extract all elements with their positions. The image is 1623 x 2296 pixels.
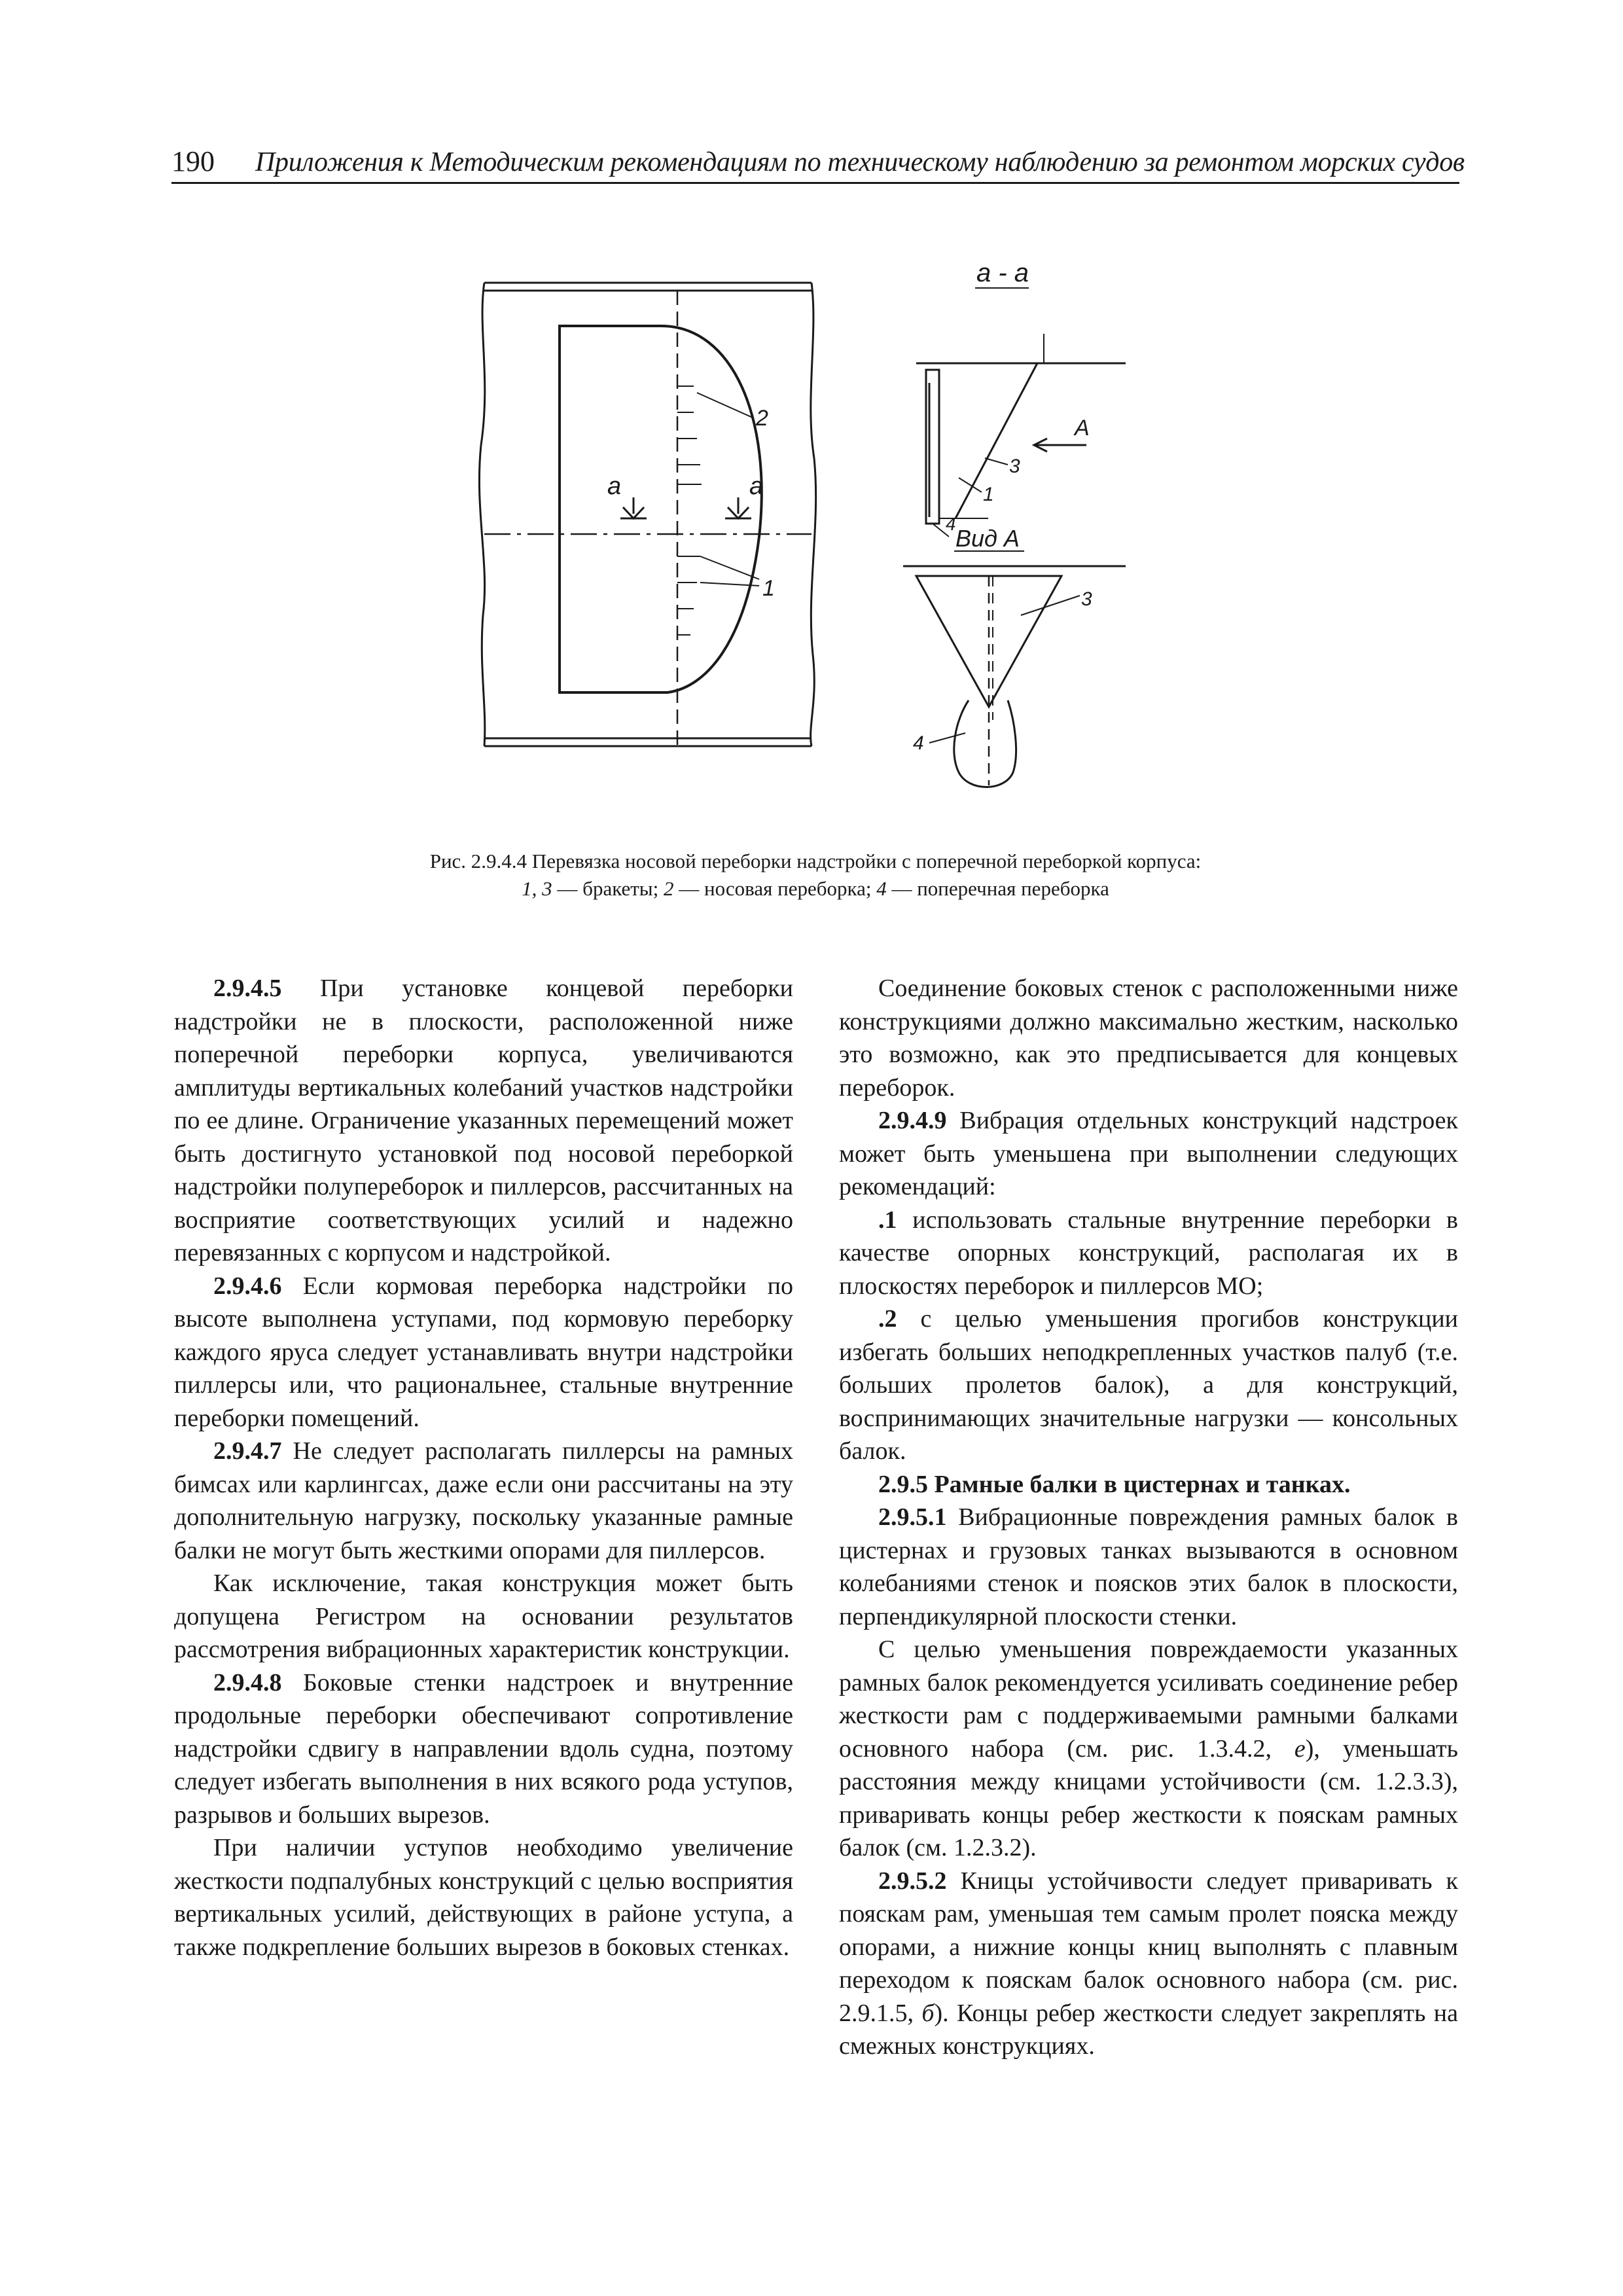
paragraph-steps: При наличии уступов необходимо увеличение жесткости подпалубных конструкций с целью восприятия вертикальных усилий, действующих в районе уступа, а также подкрепление больших вырезов в боковых стенках.: [174, 1834, 793, 1961]
paragraph-text: Вибрация отдельных конструкций надстроек может быть уменьшена при выполнении следующих рекомендаций:: [839, 1107, 1458, 1200]
section-number: 2.9.4.7: [213, 1437, 282, 1465]
paragraph-exception: Как исключение, такая конструкция может быть допущена Регистром на основании результатов рассмотрения вибрационных характеристик конструкции.: [174, 1570, 793, 1663]
section-heading: 2.9.5 Рамные балки в цистернах и танках.: [878, 1470, 1351, 1498]
caption-ref-2: 2: [664, 877, 674, 900]
view-A: [903, 566, 1126, 787]
list-item-2: [839, 1302, 1458, 1468]
section-number: 2.9.4.6: [213, 1272, 282, 1300]
paragraph-text: С целью уменьшения повреждаемости указанных рамных балок рекомендуется усиливать соединение ребер жесткости рам с поддерживаемыми рамными балками основного набора (см. рис. 1.3.4.2,: [839, 1636, 1458, 1763]
left-column: [174, 972, 793, 1964]
paragraph-side-walls: Соединение боковых стенок с расположенными ниже конструкциями должно максимально жестким, насколько это возможно, как это предписывается для концевых переборок.: [839, 975, 1458, 1102]
paragraph-text: Не следует располагать пиллерсы на рамных бимсах или карлингсах, даже если они рассчитаны на эту дополнительную нагрузку, поскольку указанные рамные балки не могут быть жесткими опорами для пиллерсов.: [174, 1437, 793, 1564]
paragraph-text: Вибрационные повреждения рамных балок в цистернах и грузовых танках вызываются в основном колебаниями стенок и поясков этих балок в плоскости, перпендикулярной плоскости стенки.: [839, 1503, 1458, 1630]
section-aa: [916, 259, 1126, 552]
section-number: 2.9.4.9: [878, 1107, 947, 1134]
paragraph-text: При установке концевой переборки надстройки не в плоскости, расположенной ниже поперечной переборки корпуса, увеличиваются амплитуды вертикальных колебаний участков надстройки по ее длине. Ограничение указанных перемещений может быть достигнуто установкой под носовой переборкой надстройки полупереборок и пиллерсов, рассчитанных на восприятие соответствующих усилий и надежно перевязанных с корпусом и надстройкой.: [174, 975, 793, 1266]
list-text: с целью уменьшения прогибов конструкции избегать больших неподкрепленных участков палуб (т.е. больших пролетов балок), а для конструкций, воспринимающих значительные нагрузки — консольных балок.: [839, 1305, 1458, 1465]
paragraph-2-9-4-7: [174, 1435, 793, 1567]
technical-drawing: [471, 249, 1178, 812]
caption-desc-transverse: — поперечная переборка: [886, 877, 1109, 900]
section-number: 2.9.5.1: [878, 1503, 947, 1531]
view-callout-3: 3: [1081, 588, 1092, 610]
page-number: 190: [171, 145, 215, 177]
paragraph-2-9-4-5: [174, 972, 793, 1270]
paragraph-2-9-4-8: [174, 1666, 793, 1832]
callout-2: 2: [756, 406, 768, 431]
paragraph-text: Кницы устойчивости следует приваривать к пояскам рам, уменьшая тем самым пролет пояска между опорами, а нижние концы книц выполнять с плавным переходом к пояскам балок основного набора (см. рис. 2.9.1.5,: [839, 1867, 1458, 2027]
section-callout-4: 4: [946, 514, 956, 534]
paragraph-text: Боковые стенки надстроек и внутренние продольные переборки обеспечивают сопротивление надстройки сдвигу в направлении вдоль судна, поэтому следует избегать выполнения в них всякого рода уступов, разрывов и больших вырезов.: [174, 1668, 793, 1829]
label-a-left: a: [607, 473, 622, 500]
paragraph-2-9-5-2: [839, 1865, 1458, 2063]
caption-desc-brackets: — бракеты;: [552, 877, 664, 900]
figure-caption: [171, 848, 1459, 903]
paragraph-2-9-4-6: [174, 1270, 793, 1435]
paragraph-text: ), уменьшать расстояния между кницами устойчивости (см. 1.2.3.3), приваривать концы ребер жесткости к пояскам рамных балок (см. 1.2.3.2).: [839, 1734, 1458, 1861]
arrow-label-A: A: [1075, 416, 1090, 440]
callout-1: 1: [762, 576, 775, 601]
list-item-1: [839, 1204, 1458, 1303]
drawing-svg: [471, 249, 1178, 812]
paragraph-damage-reduction: [839, 1633, 1458, 1865]
caption-desc-bulkhead: — носовая переборка;: [673, 877, 877, 900]
section-number: 2.9.5.2: [878, 1867, 947, 1895]
section-callout-3: 3: [1009, 456, 1020, 477]
label-a-right: a: [749, 473, 764, 500]
caption-ref-4: 4: [876, 877, 887, 900]
section-heading-2-9-5: [839, 1468, 1458, 1501]
paragraph-2-9-5-1: [839, 1501, 1458, 1633]
section-number: 2.9.4.8: [213, 1668, 282, 1696]
section-title: a - a: [976, 259, 1029, 287]
figure-ref-letter: б: [921, 1999, 935, 2027]
paragraph-text: ). Концы ребер жесткости следует закреплять на смежных конструкциях.: [839, 1999, 1459, 2060]
page-header: [171, 145, 1465, 184]
caption-line-2: [171, 875, 1459, 903]
plan-view: [479, 283, 815, 746]
paragraph-2-9-4-9: [839, 1104, 1458, 1204]
paragraph-text: Если кормовая переборка надстройки по высоте выполнена уступами, под кормовую переборку каждого яруса следует устанавливать внутри надстройки пиллерсы или, что рациональнее, стальные внутренние переборки помещений.: [174, 1272, 793, 1432]
list-text: использовать стальные внутренние переборки в качестве опорных конструкций, располагая их в плоскостях переборок и пиллерсов МО;: [839, 1206, 1458, 1300]
right-column: [839, 972, 1458, 2063]
figure-ref-letter: е: [1294, 1734, 1306, 1763]
list-number: .2: [878, 1305, 897, 1333]
view-A-label: Вид A: [955, 525, 1020, 552]
section-callout-1: 1: [983, 484, 994, 505]
running-title: Приложения к Методическим рекомендациям по техническому наблюдению за ремонтом морских судов: [255, 147, 1465, 177]
caption-line-1: Рис. 2.9.4.4 Перевязка носовой переборки надстройки с поперечной переборкой корпуса:: [429, 850, 1202, 872]
caption-ref-1-3: 1, 3: [522, 877, 552, 900]
section-number: 2.9.4.5: [213, 975, 282, 1002]
list-number: .1: [878, 1206, 897, 1234]
view-callout-4: 4: [913, 732, 924, 754]
